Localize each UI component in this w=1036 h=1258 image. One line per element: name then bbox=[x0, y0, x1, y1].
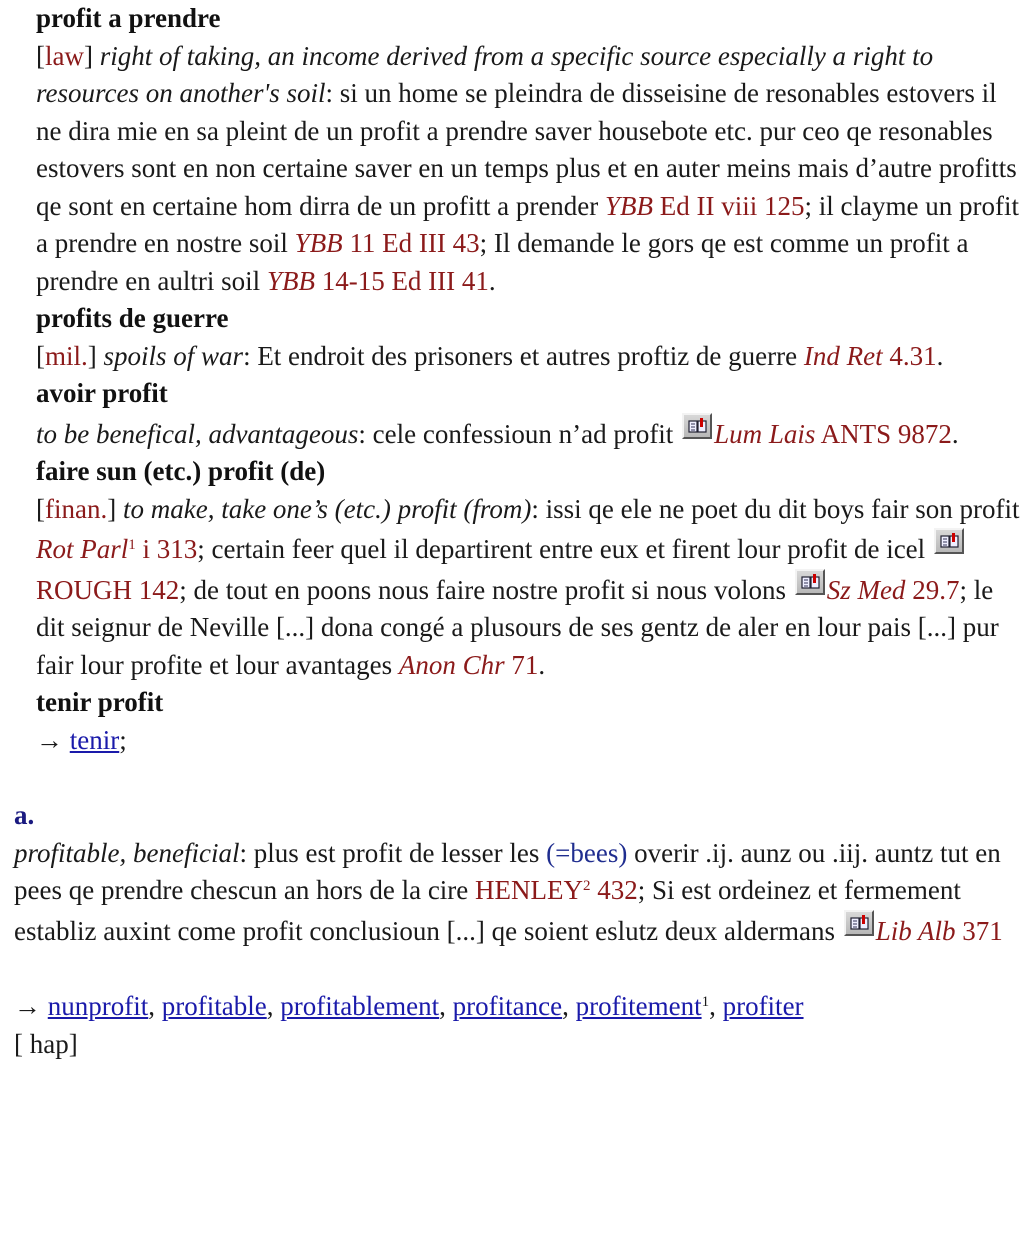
english-gloss: right of taking, an income derived from a specific source especially a right to resources on another's soil bbox=[36, 40, 934, 108]
usage-label: mil. bbox=[45, 340, 88, 371]
source-title: Anon Chr bbox=[398, 649, 505, 680]
see-also bbox=[14, 988, 1022, 1026]
source-location: 71 bbox=[504, 649, 539, 680]
english-gloss: to be benefical, advantageous bbox=[36, 418, 359, 449]
separator: , bbox=[148, 991, 162, 1021]
quotation-text: ; de tout en poons nous faire nostre profit si nous volons bbox=[179, 574, 793, 605]
source-title: Rot Parl bbox=[36, 534, 129, 564]
footer-tag: [ hap] bbox=[14, 1028, 78, 1059]
cross-reference-link[interactable]: tenir bbox=[69, 724, 120, 755]
separator: , bbox=[439, 991, 453, 1021]
bracket: [ bbox=[36, 340, 45, 371]
source-reference[interactable] bbox=[399, 650, 539, 680]
sense-definition bbox=[36, 38, 1022, 301]
spacer bbox=[0, 759, 1036, 797]
related-entry-link[interactable]: profitable bbox=[161, 991, 267, 1021]
source-reference[interactable] bbox=[605, 191, 805, 221]
source-reference[interactable] bbox=[876, 916, 1003, 946]
source-location: 29.7 bbox=[905, 574, 960, 605]
sense-definition bbox=[36, 722, 1022, 760]
source-reference[interactable] bbox=[475, 875, 638, 905]
usage-label: law bbox=[45, 40, 84, 71]
sense-block bbox=[36, 300, 1022, 375]
quotation-text: . bbox=[488, 265, 496, 296]
source-title: YBB bbox=[294, 228, 343, 258]
source-location: 432 bbox=[590, 875, 638, 905]
source-reference[interactable] bbox=[295, 228, 480, 258]
punctuation: ; bbox=[119, 724, 127, 755]
separator: , bbox=[562, 991, 576, 1021]
adjective-section bbox=[14, 797, 1022, 950]
part-of-speech-label: a. bbox=[14, 800, 35, 830]
source-reference[interactable] bbox=[36, 534, 197, 564]
quotation-text: . bbox=[951, 418, 959, 449]
source-location: 11 Ed III 43 bbox=[342, 228, 480, 258]
quotation-text: : Et endroit des prisoners et autres proftiz de guerre bbox=[243, 340, 804, 371]
sense-headword: profit a prendre bbox=[36, 3, 221, 33]
separator: , bbox=[709, 991, 723, 1021]
related-entry-link[interactable]: profiter bbox=[722, 991, 804, 1021]
source-reference[interactable] bbox=[714, 419, 952, 449]
source-title: YBB bbox=[266, 265, 315, 296]
source-location: 371 bbox=[955, 915, 1003, 946]
source-location: 4.31 bbox=[882, 340, 937, 371]
spacer bbox=[0, 950, 1036, 988]
book-icon[interactable] bbox=[682, 413, 712, 439]
source-location: Ed II viii 125 bbox=[653, 190, 805, 221]
english-gloss: spoils of war bbox=[103, 340, 244, 371]
bracket: ] bbox=[83, 40, 100, 71]
source-reference[interactable] bbox=[827, 575, 960, 605]
see-also-links bbox=[48, 991, 804, 1021]
related-entry-link[interactable]: profitablement bbox=[280, 991, 440, 1021]
source-title: Lum Lais bbox=[714, 418, 816, 449]
source-reference[interactable] bbox=[804, 341, 937, 371]
source-location: ANTS 9872 bbox=[815, 418, 952, 449]
quotation-text: : issi qe ele ne poet du dit boys fair son profit bbox=[531, 493, 1020, 524]
usage-label: finan. bbox=[45, 493, 108, 524]
quotation-text: : cele confessioun n’ad profit bbox=[358, 418, 681, 449]
english-gloss: profitable, beneficial bbox=[14, 837, 240, 868]
bracket: [ bbox=[36, 40, 45, 71]
sense-definition bbox=[36, 413, 1022, 454]
sense-headword: avoir profit bbox=[36, 378, 168, 408]
book-icon[interactable] bbox=[844, 910, 874, 936]
bracket: ] bbox=[107, 493, 123, 524]
superscript: 2 bbox=[583, 878, 591, 894]
quotation-text: . bbox=[538, 649, 546, 680]
arrow-icon: → bbox=[36, 724, 70, 755]
source-location: 14-15 Ed III 41 bbox=[314, 265, 489, 296]
sense-definition bbox=[36, 491, 1022, 685]
quotation-text: : si un home se pleindra de disseisine de resonables estovers il ne dira mie en sa pleint de un profit a prendre saver housebote etc. pur ceo qe resonables estovers sont en non certaine saver en un temps plus et en auter meins mais d’autre profitts qe sont en certaine hom dirra de un profitt a prender bbox=[36, 78, 1017, 221]
quotation-text: . bbox=[936, 340, 944, 371]
quotation-text: overir .ij. aunz ou .iij. auntz tut en pees qe prendre chescun an hors de la cire bbox=[14, 837, 1001, 905]
arrow-icon: → bbox=[14, 991, 41, 1021]
separator: , bbox=[266, 991, 281, 1021]
quotation-text: ; Il demande le gors qe est comme un profit a prendre en aultri soil bbox=[36, 228, 969, 296]
quotation-text: ; le dit seignur de Neville [...] dona congé a plusours de ses gentz de aler en lour pais [...] pur fair lour profite et lour avantages bbox=[36, 574, 999, 680]
sense-block bbox=[36, 0, 1022, 300]
bracket: ] bbox=[87, 340, 104, 371]
quotation-text: ; certain feer quel il departirent entre eux et firent lour profit de icel bbox=[197, 534, 932, 564]
source-title: Sz Med bbox=[826, 574, 906, 605]
english-gloss: to make, take one’s (etc.) profit (from) bbox=[122, 493, 532, 524]
superscript: 1 bbox=[128, 537, 136, 553]
adjective-definition bbox=[14, 835, 1022, 951]
sense-headword: profits de guerre bbox=[36, 303, 229, 333]
sense-block bbox=[36, 375, 1022, 453]
quotation-text: : plus est profit de lesser les bbox=[239, 837, 547, 868]
sense-block bbox=[36, 684, 1022, 759]
quotation-text: ; il clayme un profit a prendre en nostre soil bbox=[36, 190, 1019, 258]
book-icon[interactable] bbox=[795, 569, 825, 595]
source-title: Ind Ret bbox=[803, 340, 883, 371]
bracket: [ bbox=[36, 493, 45, 524]
source-location: HENLEY bbox=[475, 875, 584, 905]
sense-block bbox=[36, 453, 1022, 684]
sense-definition bbox=[36, 338, 1022, 376]
source-title: Lib Alb bbox=[875, 915, 956, 946]
quotation-text: ; Si est ordeinez et fermement establiz auxint come profit conclusioun [...] qe soient eslutz deux aldermans bbox=[14, 875, 961, 946]
source-reference[interactable] bbox=[36, 575, 179, 605]
related-entry-link[interactable]: nunprofit bbox=[47, 991, 149, 1021]
sense-headword: faire sun (etc.) profit (de) bbox=[36, 456, 326, 486]
related-entry-link[interactable]: profitance bbox=[452, 991, 563, 1021]
superscript: 1 bbox=[701, 994, 710, 1010]
source-title: YBB bbox=[605, 190, 654, 221]
book-icon[interactable] bbox=[934, 528, 964, 554]
source-location: ROUGH 142 bbox=[36, 574, 180, 605]
source-reference[interactable] bbox=[267, 266, 489, 296]
editorial-gloss: (=bees) bbox=[546, 837, 628, 868]
sense-headword: tenir profit bbox=[36, 687, 164, 717]
source-location: i 313 bbox=[135, 534, 198, 564]
related-entry-link[interactable]: profitement bbox=[575, 991, 702, 1021]
